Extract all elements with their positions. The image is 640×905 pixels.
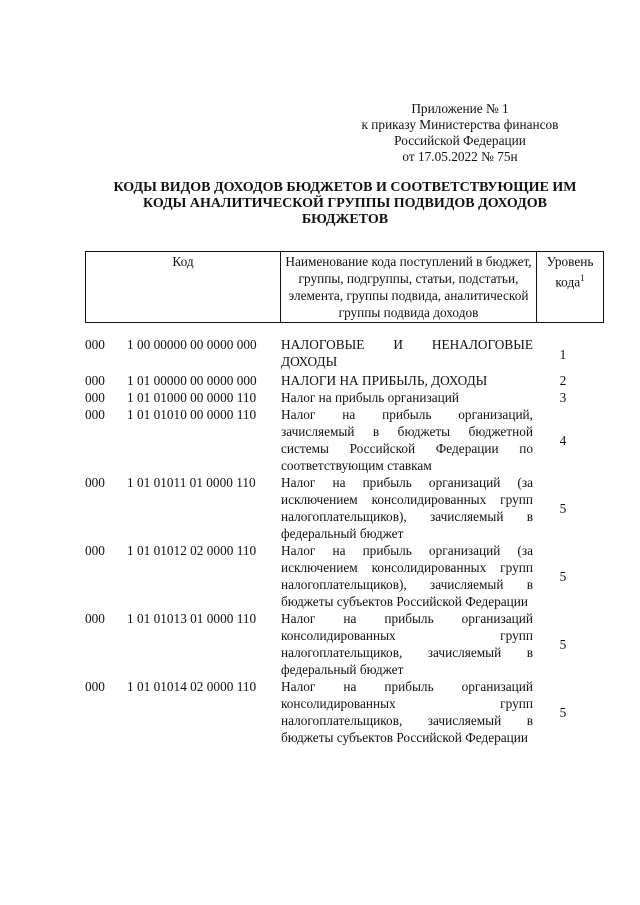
appendix-order-ref: к приказу Министерства финансов bbox=[361, 117, 559, 132]
header-code bbox=[86, 252, 281, 323]
code-level: 2 bbox=[559, 373, 567, 388]
admin-code: 000 bbox=[85, 337, 105, 352]
header-name-label: Наименование кода поступлений в бюджет, группы, подгруппы, статьи, подстатьи, элемента, группы подвида, аналитической группы подвида доходов bbox=[285, 254, 532, 320]
header-code-label: Код bbox=[172, 254, 194, 269]
income-name: Налог на прибыль организаций консолидированных групп налогоплательщиков, зачисляемый в федеральный бюджет bbox=[281, 611, 533, 677]
table-row bbox=[85, 542, 589, 610]
header-level-label: Уровень кода bbox=[546, 254, 594, 290]
income-code: 1 01 01013 01 0000 110 bbox=[127, 611, 257, 626]
title-line-3: БЮДЖЕТОВ bbox=[301, 212, 389, 227]
footnote-marker: 1 bbox=[580, 273, 585, 283]
document-title bbox=[70, 180, 620, 228]
appendix-date: от 17.05.2022 № 75н bbox=[402, 149, 518, 164]
code-level: 5 bbox=[559, 500, 567, 516]
income-name: НАЛОГИ НА ПРИБЫЛЬ, ДОХОДЫ bbox=[281, 373, 488, 388]
code-level: 3 bbox=[559, 390, 567, 405]
codes-table-body bbox=[85, 336, 589, 746]
table-row bbox=[85, 389, 589, 406]
code-level: 5 bbox=[559, 568, 567, 584]
admin-code: 000 bbox=[85, 373, 105, 388]
income-code: 1 01 01010 00 0000 110 bbox=[127, 407, 257, 422]
header-name bbox=[281, 252, 537, 323]
code-level: 5 bbox=[559, 636, 567, 652]
header-level bbox=[537, 252, 604, 323]
code-level: 1 bbox=[559, 346, 567, 362]
table-row bbox=[85, 336, 589, 372]
table-row bbox=[85, 406, 589, 474]
income-code: 1 01 00000 00 0000 000 bbox=[127, 373, 257, 388]
code-level: 5 bbox=[559, 704, 567, 720]
income-name: Налог на прибыль организаций (за исключением консолидированных групп налогоплательщиков), зачисляемый в бюджеты субъектов Российской Федерации bbox=[281, 543, 533, 609]
income-name: Налог на прибыль организаций консолидированных групп налогоплательщиков, зачисляемый в бюджеты субъектов Российской Федерации bbox=[281, 679, 533, 745]
codes-table bbox=[85, 336, 589, 746]
income-name: Налог на прибыль организаций, зачисляемый в бюджеты бюджетной системы Российской Федерации по соответствующим ставкам bbox=[281, 407, 533, 473]
code-level: 4 bbox=[559, 432, 567, 448]
appendix-note bbox=[340, 101, 580, 165]
income-code: 1 01 01000 00 0000 110 bbox=[127, 390, 257, 405]
admin-code: 000 bbox=[85, 390, 105, 405]
table-row bbox=[85, 610, 589, 678]
admin-code: 000 bbox=[85, 679, 105, 694]
income-name: Налог на прибыль организаций bbox=[281, 390, 460, 405]
title-line-2: КОДЫ АНАЛИТИЧЕСКОЙ ГРУППЫ ПОДВИДОВ ДОХОДОВ bbox=[143, 196, 547, 211]
appendix-title: Приложение № 1 bbox=[411, 101, 509, 116]
admin-code: 000 bbox=[85, 543, 105, 558]
admin-code: 000 bbox=[85, 475, 105, 490]
income-code: 1 01 01012 02 0000 110 bbox=[127, 543, 257, 558]
income-code: 1 00 00000 00 0000 000 bbox=[127, 337, 257, 352]
income-code: 1 01 01011 01 0000 110 bbox=[127, 475, 256, 490]
table-row bbox=[85, 474, 589, 542]
table-row bbox=[85, 678, 589, 746]
income-code: 1 01 01014 02 0000 110 bbox=[127, 679, 257, 694]
table-row bbox=[85, 372, 589, 389]
table-header bbox=[85, 251, 604, 323]
title-line-1: КОДЫ ВИДОВ ДОХОДОВ БЮДЖЕТОВ И СООТВЕТСТВУЮЩИЕ ИМ bbox=[113, 180, 577, 195]
income-name: НАЛОГОВЫЕ И НЕНАЛОГОВЫЕ ДОХОДЫ bbox=[281, 337, 533, 369]
admin-code: 000 bbox=[85, 407, 105, 422]
income-name: Налог на прибыль организаций (за исключением консолидированных групп налогоплательщиков), зачисляемый в федеральный бюджет bbox=[281, 475, 533, 541]
admin-code: 000 bbox=[85, 611, 105, 626]
appendix-country: Российской Федерации bbox=[394, 133, 526, 148]
